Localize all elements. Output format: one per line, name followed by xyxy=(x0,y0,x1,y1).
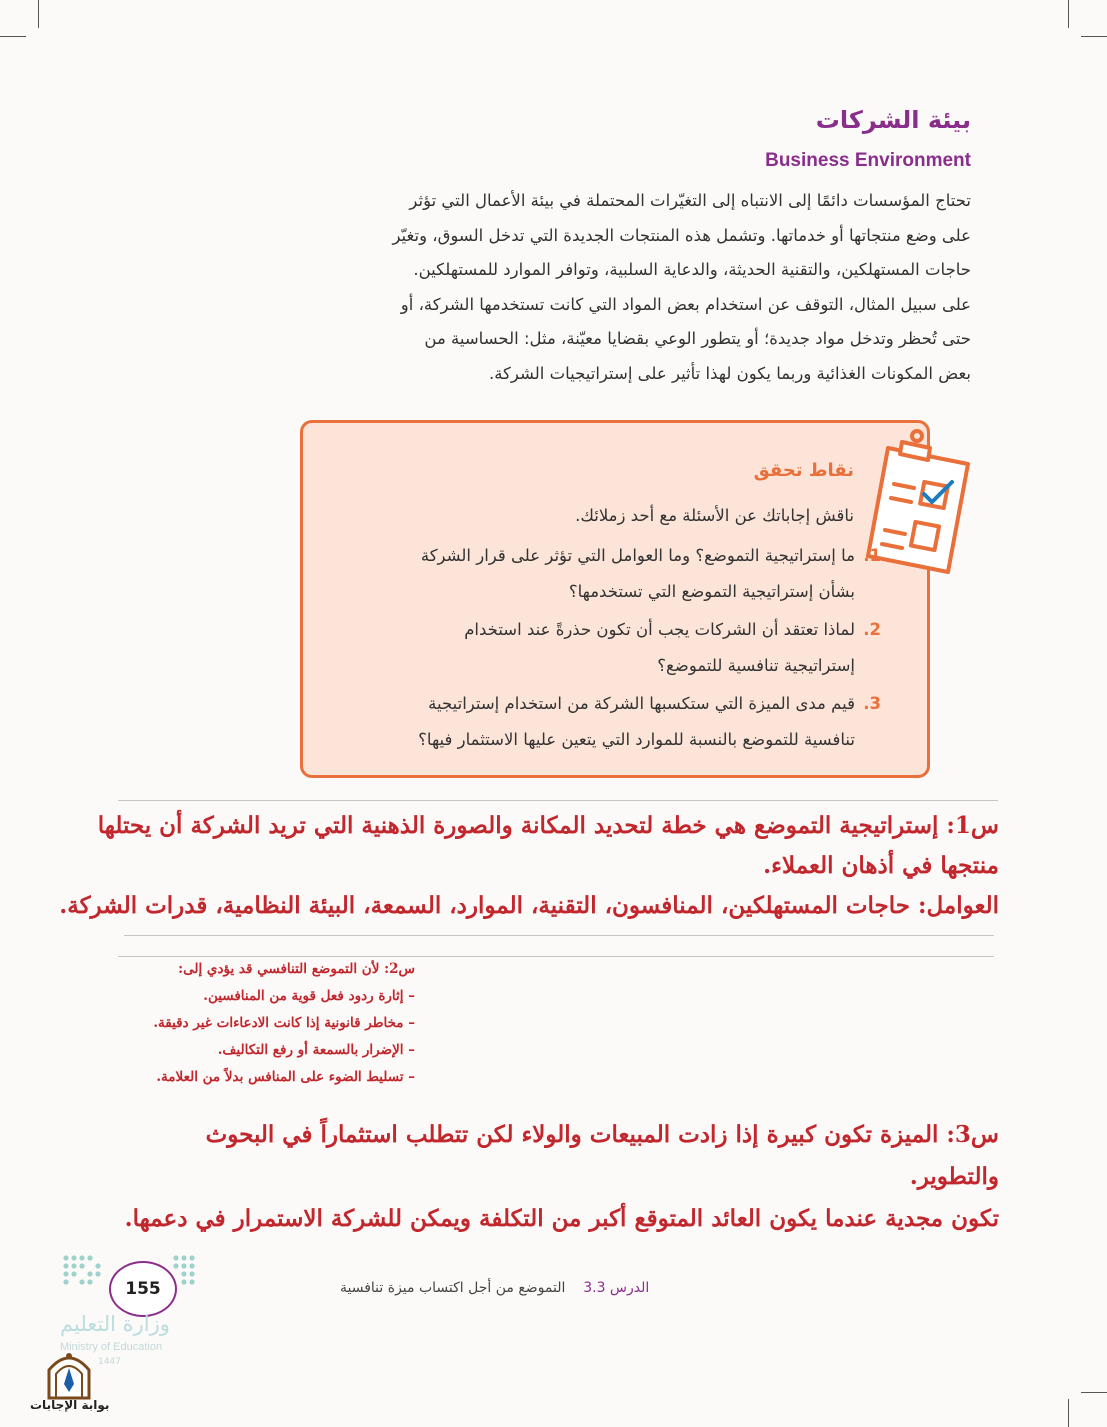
answer-line: منتجها في أذهان العملاء. xyxy=(763,852,999,879)
answer-1 xyxy=(59,806,999,926)
lesson-label: الدرس 3.3 xyxy=(583,1280,650,1296)
answer-2 xyxy=(153,956,415,1091)
answers-portal-label: بوابة الإجابات xyxy=(30,1398,110,1412)
divider-line xyxy=(124,935,994,936)
answer-line: – تسليط الضوء على المنافس بدلاً من العلامة. xyxy=(156,1069,415,1085)
ministry-name-arabic: وزارة التعليم xyxy=(60,1312,170,1336)
checkpoint-question xyxy=(325,686,881,758)
answer-line: س3: الميزة تكون كبيرة إذا زادت المبيعات والولاء لكن تتطلب استثماراً في البحوث xyxy=(205,1121,999,1148)
answer-line: – الإضرار بالسمعة أو رفع التكاليف. xyxy=(217,1042,415,1058)
checkpoints-title: نقاط تحقق xyxy=(753,460,854,481)
intro-paragraph xyxy=(331,184,971,392)
intro-line: على سبيل المثال، التوقف عن استخدام بعض المواد التي كانت تستخدمها الشركة، أو xyxy=(400,294,971,314)
answer-line: س1: إستراتيجية التموضع هي خطة لتحديد المكانة والصورة الذهنية التي تريد الشركة أن يحتلها xyxy=(97,812,999,839)
intro-line: بعض المكونات الغذائية وربما يكون لهذا تأثير على إستراتيجيات الشركة. xyxy=(488,363,971,383)
intro-line: تحتاج المؤسسات دائمًا إلى الانتباه إلى التغيّرات المحتملة في بيئة الأعمال التي تؤثر xyxy=(409,191,971,210)
crop-mark xyxy=(0,36,26,37)
crop-mark xyxy=(1068,1399,1069,1427)
checkpoints-instruction: ناقش إجاباتك عن الأسئلة مع أحد زملائك. xyxy=(575,506,854,525)
intro-line: حاجات المستهلكين، والتقنية الحديثة، والدعاية السلبية، وتوافر الموارد للمستهلكين. xyxy=(413,260,971,280)
answer-line: العوامل: حاجات المستهلكين، المنافسون، التقنية، الموارد، السمعة، البيئة النظامية، قدرات الشركة. xyxy=(59,892,999,919)
question-text: لماذا تعتقد أن الشركات يجب أن تكون حذرةً عند استخدام xyxy=(464,620,855,639)
question-text: قيم مدى الميزة التي ستكسبها الشركة من استخدام إستراتيجية xyxy=(428,694,855,713)
section-title-english: Business Environment xyxy=(765,150,971,171)
answer-line: والتطوير. xyxy=(909,1163,999,1190)
section-title-arabic: بيئة الشركات xyxy=(815,106,971,134)
question-text: إستراتيجية تنافسية للتموضع؟ xyxy=(657,656,855,675)
answer-line: س2: لأن التموضع التنافسي قد يؤدي إلى: xyxy=(178,961,415,977)
ministry-name-english: Ministry of Education xyxy=(60,1341,163,1353)
lesson-footer xyxy=(340,1280,649,1296)
checkpoint-question xyxy=(325,538,881,610)
ministry-year: 1447 xyxy=(98,1357,121,1367)
question-number: 2. xyxy=(863,620,881,639)
answer-3 xyxy=(99,1114,999,1240)
answers-portal-logo-icon xyxy=(44,1348,94,1400)
crop-mark xyxy=(1081,36,1107,37)
lesson-title: التموضع من أجل اكتساب ميزة تنافسية xyxy=(340,1280,566,1296)
page-number: 155 xyxy=(109,1261,177,1317)
crop-mark xyxy=(1068,0,1069,28)
question-number: 1. xyxy=(863,546,881,565)
question-text: ما إستراتيجية التموضع؟ وما العوامل التي تؤثر على قرار الشركة xyxy=(420,546,855,565)
checkpoint-question xyxy=(325,612,881,684)
answer-line: تكون مجدية عندما يكون العائد المتوقع أكبر من التكلفة ويمكن للشركة الاستمرار في دعمها. xyxy=(124,1205,999,1232)
crop-mark xyxy=(1081,1392,1107,1393)
answer-line: – مخاطر قانونية إذا كانت الادعاءات غير دقيقة. xyxy=(153,1015,415,1031)
intro-line: على وضع منتجاتها أو خدماتها. وتشمل هذه المنتجات الجديدة التي تدخل السوق، وتغيّر xyxy=(392,225,971,245)
question-text: تنافسية للتموضع بالنسبة للموارد التي يتعين عليها الاستثمار فيها؟ xyxy=(418,730,855,749)
crop-mark xyxy=(38,0,39,28)
question-number: 3. xyxy=(863,694,881,713)
divider-line xyxy=(118,800,998,801)
intro-line: حتى تُحظر وتدخل مواد جديدة؛ أو يتطور الوعي بقضايا معيّنة، مثل: الحساسية من xyxy=(424,329,971,349)
question-text: بشأن إستراتيجية التموضع التي تستخدمها؟ xyxy=(568,582,855,601)
answer-line: – إثارة ردود فعل قوية من المنافسين. xyxy=(203,988,415,1004)
